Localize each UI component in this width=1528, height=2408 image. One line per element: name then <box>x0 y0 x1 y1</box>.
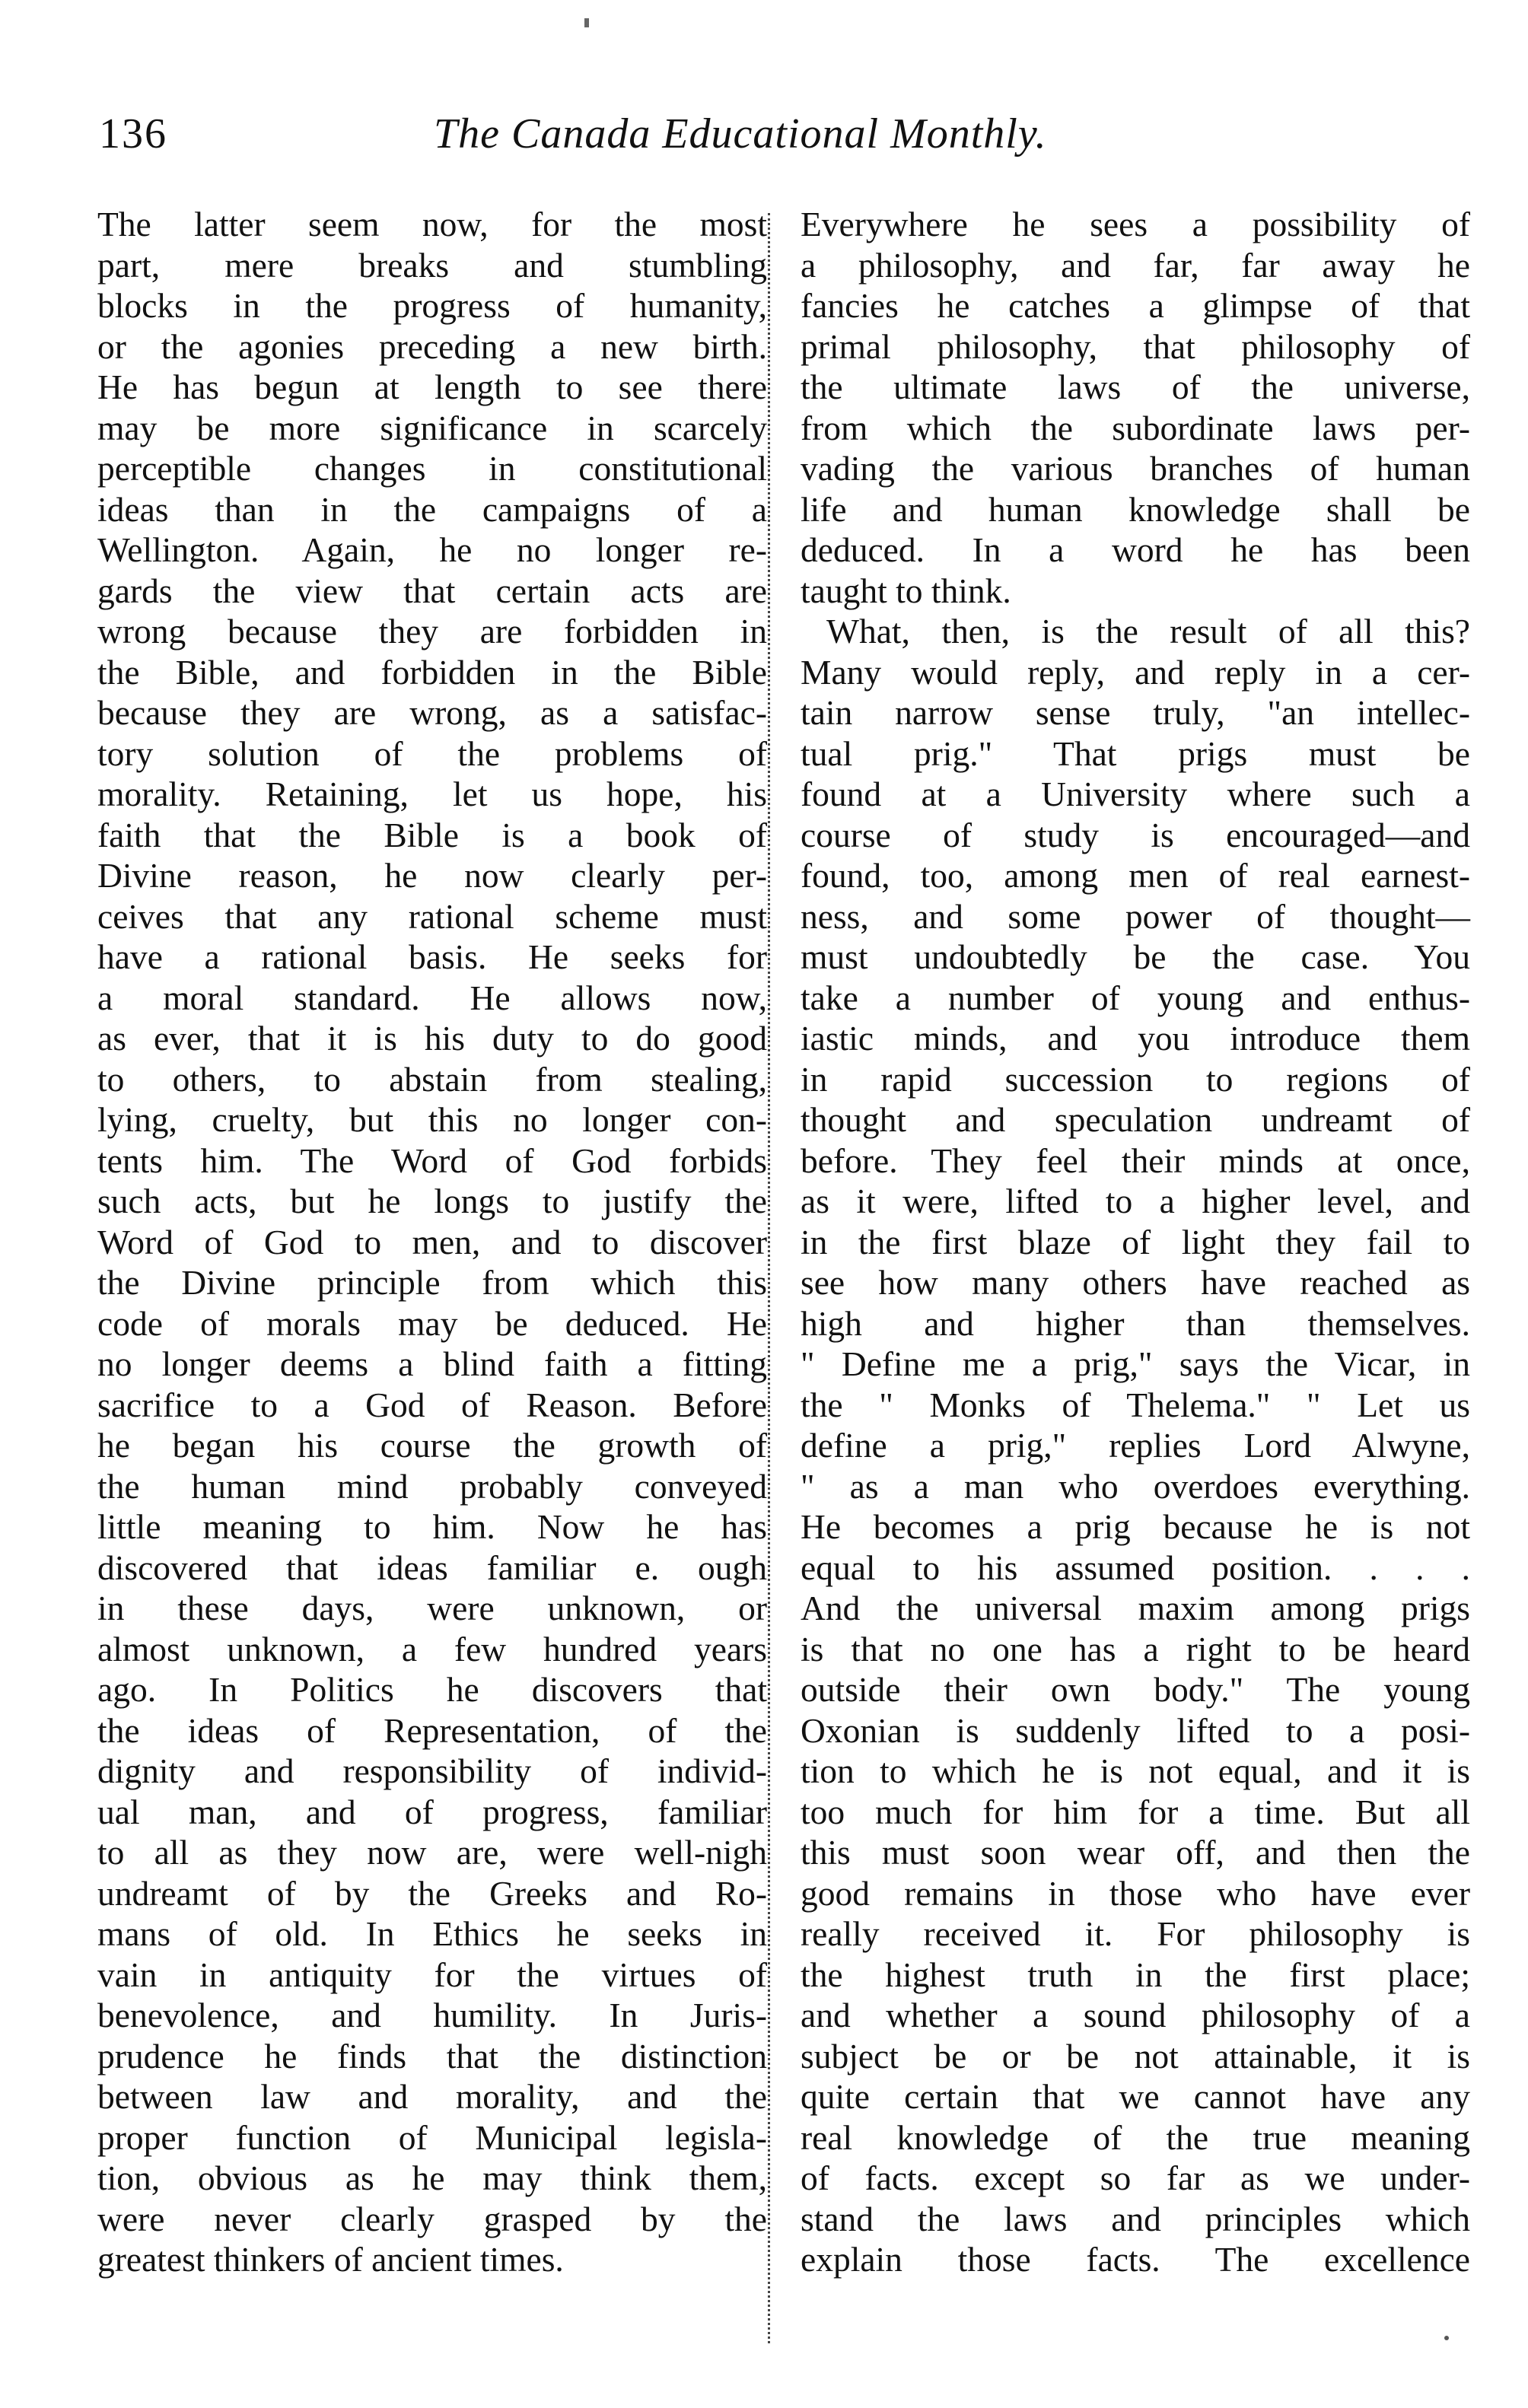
text-line: proper function of Municipal legisla- <box>97 2117 767 2157</box>
text-line: to all as they now are, were well-nigh <box>97 1833 767 1872</box>
text-line: mans of old. In Ethics he seeks in <box>97 1914 767 1953</box>
text-line: the " Monks of Thelema." " Let us <box>801 1385 1470 1424</box>
text-line: And the universal maxim among prigs <box>801 1589 1470 1627</box>
text-line: perceptible changes in constitutional <box>97 449 767 488</box>
text-line: Wellington. Again, he no longer re- <box>97 530 767 569</box>
text-line: subject be or be not attainable, it is <box>801 2036 1470 2076</box>
text-line: ual man, and of progress, familiar <box>97 1792 767 1831</box>
text-line: sacrifice to a God of Reason. Before <box>97 1385 767 1424</box>
text-line: undreamt of by the Greeks and Ro- <box>97 1873 767 1913</box>
text-line: part, mere breaks and stumbling <box>97 245 767 285</box>
text-line: the human mind probably conveyed <box>97 1466 767 1506</box>
text-line: between law and morality, and the <box>97 2077 767 2116</box>
text-line: explain those facts. The excellence <box>801 2240 1470 2279</box>
text-line: wrong because they are forbidden in <box>97 612 767 651</box>
text-line: equal to his assumed position. . . . <box>801 1548 1470 1587</box>
text-line: to others, to abstain from stealing, <box>97 1059 767 1099</box>
text-line: the Divine principle from which this <box>97 1263 767 1302</box>
text-line: prudence he finds that the distinction <box>97 2036 767 2076</box>
text-line: take a number of young and enthus- <box>801 978 1470 1017</box>
running-title: The Canada Educational Monthly. <box>434 110 1047 157</box>
text-line: from which the subordinate laws per- <box>801 408 1470 447</box>
text-line: tents him. The Word of God forbids <box>97 1140 767 1180</box>
left-column <box>97 204 767 2280</box>
text-line: the ultimate laws of the universe, <box>801 367 1470 406</box>
text-line: taught to think. <box>801 571 1011 610</box>
text-line: tain narrow sense truly, "an intellec- <box>801 693 1470 732</box>
text-line: before. They feel their minds at once, <box>801 1140 1470 1180</box>
text-line: " Define me a prig," says the Vicar, in <box>801 1344 1470 1383</box>
text-line: in rapid succession to regions of <box>801 1059 1470 1099</box>
text-line: no longer deems a blind faith a fitting <box>97 1344 767 1383</box>
text-line: blocks in the progress of humanity, <box>97 286 767 325</box>
text-line: have a rational basis. He seeks for <box>97 937 767 976</box>
right-column <box>801 204 1470 2280</box>
text-line: deduced. In a word he has been <box>801 530 1470 569</box>
text-line: and whether a sound philosophy of a <box>801 1996 1470 2034</box>
column-divider <box>768 213 770 2343</box>
text-line: such acts, but he longs to justify the <box>97 1182 767 1220</box>
text-line: greatest thinkers of ancient times. <box>97 2240 564 2279</box>
text-line: or the agonies preceding a new birth. <box>97 326 767 366</box>
text-line: is that no one has a right to be heard <box>801 1629 1470 1668</box>
text-line: a moral standard. He allows now, <box>97 978 767 1017</box>
text-line: tory solution of the problems of <box>97 733 767 773</box>
text-line: iastic minds, and you introduce them <box>801 1019 1470 1058</box>
text-line: really received it. For philosophy is <box>801 1914 1470 1953</box>
text-line: Everywhere he sees a possibility of <box>801 205 1470 243</box>
text-line: found at a University where such a <box>801 775 1470 813</box>
text-line: good remains in those who have ever <box>801 1873 1470 1913</box>
text-line: discovered that ideas familiar e. ough <box>97 1548 767 1587</box>
text-line: ago. In Politics he discovers that <box>97 1670 767 1709</box>
text-line: thought and speculation undreamt of <box>801 1100 1470 1139</box>
text-line: high and higher than themselves. <box>801 1303 1470 1343</box>
text-line: life and human knowledge shall be <box>801 489 1470 529</box>
text-line: gards the view that certain acts are <box>97 571 767 610</box>
text-line: stand the laws and principles which <box>801 2199 1470 2238</box>
text-line: the highest truth in the first place; <box>801 1955 1470 1994</box>
text-line: vading the various branches of human <box>801 449 1470 488</box>
text-line: code of morals may be deduced. He <box>97 1303 767 1343</box>
text-line: see how many others have reached as <box>801 1263 1470 1302</box>
text-line: real knowledge of the true meaning <box>801 2117 1470 2157</box>
text-line: benevolence, and humility. In Juris- <box>97 1996 767 2034</box>
text-line: Divine reason, he now clearly per- <box>97 856 767 895</box>
text-line: Many would reply, and reply in a cer- <box>801 652 1470 692</box>
text-line: The latter seem now, for the most <box>97 205 767 243</box>
text-line: found, too, among men of real earnest- <box>801 856 1470 895</box>
text-line: morality. Retaining, let us hope, his <box>97 775 767 813</box>
text-line: almost unknown, a few hundred years <box>97 1629 767 1668</box>
text-line: may be more significance in scarcely <box>97 408 767 447</box>
text-line: outside their own body." The young <box>801 1670 1470 1709</box>
text-line: He has begun at length to see there <box>97 367 767 406</box>
page-header <box>99 100 1446 169</box>
text-line: he began his course the growth of <box>97 1426 767 1465</box>
print-speck <box>1444 2336 1449 2340</box>
text-line: tion to which he is not equal, and it is <box>801 1751 1470 1790</box>
text-line: this must soon wear off, and then the <box>801 1833 1470 1872</box>
text-line: as ever, that it is his duty to do good <box>97 1019 767 1058</box>
text-line: because they are wrong, as a satisfac- <box>97 693 767 732</box>
text-line: primal philosophy, that philosophy of <box>801 326 1470 366</box>
text-line: quite certain that we cannot have any <box>801 2077 1470 2116</box>
text-line: in the first blaze of light they fail to <box>801 1222 1470 1261</box>
text-line: Word of God to men, and to discover <box>97 1222 767 1261</box>
text-line: in these days, were unknown, or <box>97 1589 767 1627</box>
text-line: little meaning to him. Now he has <box>97 1507 767 1546</box>
text-line: a philosophy, and far, far away he <box>801 245 1470 285</box>
text-line: define a prig," replies Lord Alwyne, <box>801 1426 1470 1465</box>
text-line: tual prig." That prigs must be <box>801 733 1470 773</box>
text-line: dignity and responsibility of individ- <box>97 1751 767 1790</box>
text-line: ceives that any rational scheme must <box>97 896 767 936</box>
text-line: Oxonian is suddenly lifted to a posi- <box>801 1710 1470 1750</box>
text-line: were never clearly grasped by the <box>97 2199 767 2238</box>
text-line: faith that the Bible is a book of <box>97 815 767 854</box>
print-mark <box>584 18 589 27</box>
text-line: lying, cruelty, but this no longer con- <box>97 1100 767 1139</box>
text-line: as it were, lifted to a higher level, and <box>801 1182 1470 1220</box>
text-line: He becomes a prig because he is not <box>801 1507 1470 1546</box>
page-number: 136 <box>99 110 167 157</box>
text-line: " as a man who overdoes everything. <box>801 1466 1470 1506</box>
text-line: the ideas of Representation, of the <box>97 1710 767 1750</box>
text-line: fancies he catches a glimpse of that <box>801 286 1470 325</box>
text-line: ideas than in the campaigns of a <box>97 489 767 529</box>
text-line: tion, obvious as he may think them, <box>97 2158 767 2197</box>
text-line: What, then, is the result of all this? <box>826 612 1470 651</box>
text-line: of facts. except so far as we under- <box>801 2158 1470 2197</box>
text-line: too much for him for a time. But all <box>801 1792 1470 1831</box>
text-line: course of study is encouraged—and <box>801 815 1470 854</box>
text-line: ness, and some power of thought— <box>801 896 1470 936</box>
text-line: the Bible, and forbidden in the Bible <box>97 652 767 692</box>
text-line: vain in antiquity for the virtues of <box>97 1955 767 1994</box>
text-line: must undoubtedly be the case. You <box>801 937 1470 976</box>
